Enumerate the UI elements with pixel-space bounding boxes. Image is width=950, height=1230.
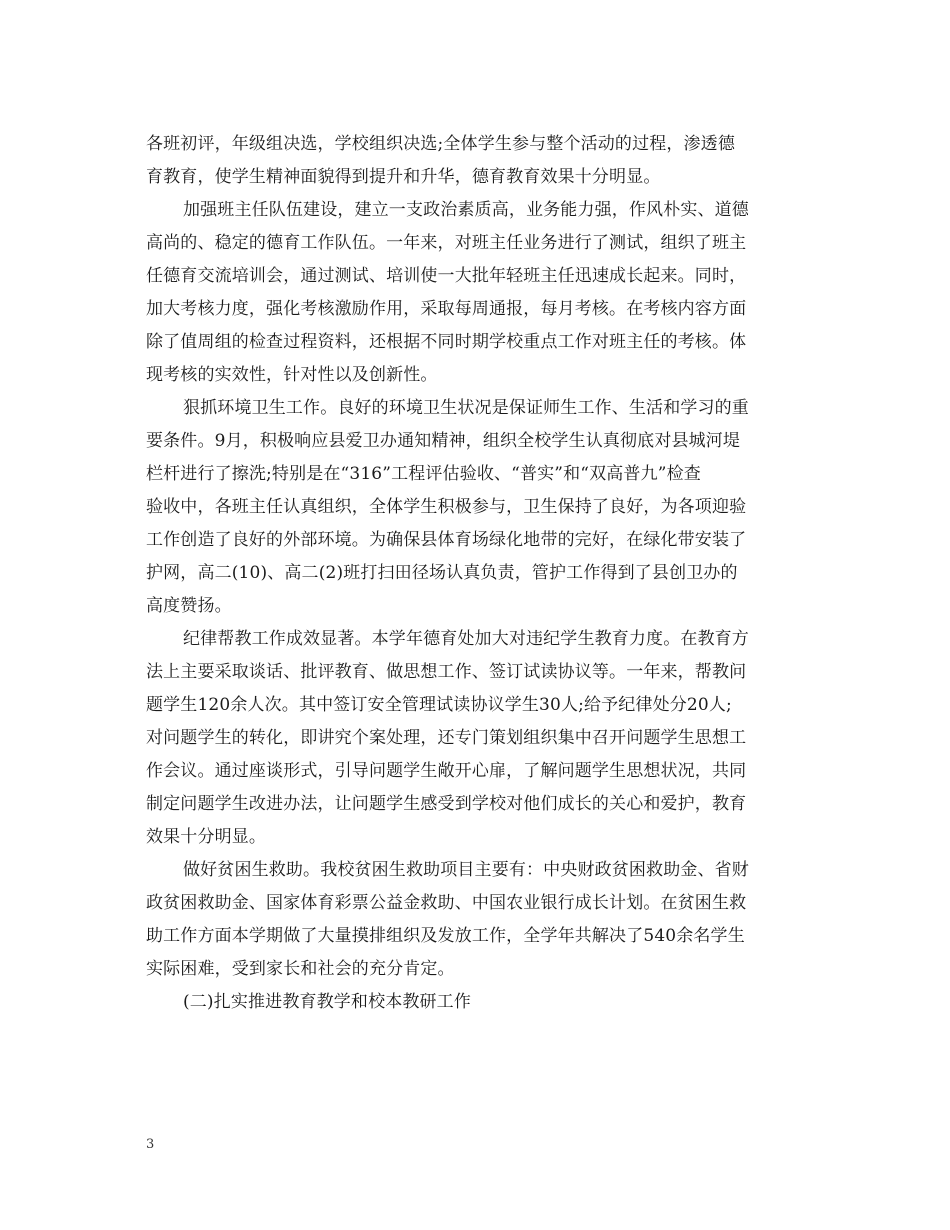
paragraph-line: 高尚的、稳定的德育工作队伍。一年来，对班主任业务进行了测试，组织了班主: [146, 233, 747, 253]
paragraph-line: 栏杆进行了擦洗;特别是在“316”工程评估验收、“普实”和“双高普九”检查: [146, 464, 701, 484]
paragraph-line: 政贫困救助金、国家体育彩票公益金救助、中国农业银行成长计划。在贫困生救: [146, 893, 747, 913]
paragraph-first-line: 纪律帮教工作成效显著。本学年德育处加大对违纪学生教育力度。在教育方: [183, 629, 749, 649]
paragraph-line: 要条件。9月，积极响应县爱卫办通知精神，组织全校学生认真彻底对县城河堤: [146, 431, 741, 451]
page-number: 3: [146, 1137, 155, 1152]
paragraph-line: 对问题学生的转化，即讲究个案处理，还专门策划组织集中召开问题学生思想工: [146, 728, 747, 748]
paragraph-line: 实际困难，受到家长和社会的充分肯定。: [146, 959, 455, 979]
paragraph-line: 题学生120余人次。其中签订安全管理试读协议学生30人;给予纪律处分20人;: [146, 695, 732, 715]
paragraph-line: 法上主要采取谈话、批评教育、做思想工作、签订试读协议等。一年来，帮教问: [146, 662, 747, 682]
paragraph-line: 各班初评，年级组决选，学校组织决选;全体学生参与整个活动的过程，渗透德: [146, 134, 735, 154]
paragraph-first-line: 加强班主任队伍建设，建立一支政治素质高，业务能力强，作风朴实、道德: [183, 200, 749, 220]
paragraph-line: 效果十分明显。: [146, 827, 267, 847]
paragraph-line: 护网，高二(10)、高二(2)班打扫田径场认真负责，管护工作得到了县创卫办的: [146, 563, 738, 583]
paragraph-line: 现考核的实效性，针对性以及创新性。: [146, 365, 438, 385]
paragraph-line: 加大考核力度，强化考核激励作用，采取每周通报，每月考核。在考核内容方面: [146, 299, 747, 319]
paragraph-line: 作会议。通过座谈形式，引导问题学生敞开心扉，了解问题学生思想状况，共同: [146, 761, 747, 781]
paragraph-line: 工作创造了良好的外部环境。为确保县体育场绿化地带的完好，在绿化带安装了: [146, 530, 747, 550]
paragraph-line: 育教育，使学生精神面貌得到提升和升华，德育教育效果十分明显。: [146, 167, 661, 187]
document-body: [146, 128, 806, 1019]
paragraph-first-line: (二)扎实推进教育教学和校本教研工作: [183, 992, 471, 1012]
paragraph-line: 除了值周组的检查过程资料，还根据不同时期学校重点工作对班主任的考核。体: [146, 332, 747, 352]
paragraph-line: 验收中，各班主任认真组织，全体学生积极参与，卫生保持了良好，为各项迎验: [146, 497, 747, 517]
paragraph-line: 任德育交流培训会，通过测试、培训使一大批年轻班主任迅速成长起来。同时，: [146, 266, 747, 286]
paragraph-first-line: 狠抓环境卫生工作。良好的环境卫生状况是保证师生工作、生活和学习的重: [183, 398, 749, 418]
paragraph-line: 制定问题学生改进办法，让问题学生感受到学校对他们成长的关心和爱护，教育: [146, 794, 747, 814]
paragraph-line: 高度赞扬。: [146, 596, 232, 616]
paragraph-line: 助工作方面本学期做了大量摸排组织及发放工作，全学年共解决了540余名学生: [146, 926, 745, 946]
paragraph-first-line: 做好贫困生救助。我校贫困生救助项目主要有：中央财政贫困救助金、省财: [183, 860, 749, 880]
